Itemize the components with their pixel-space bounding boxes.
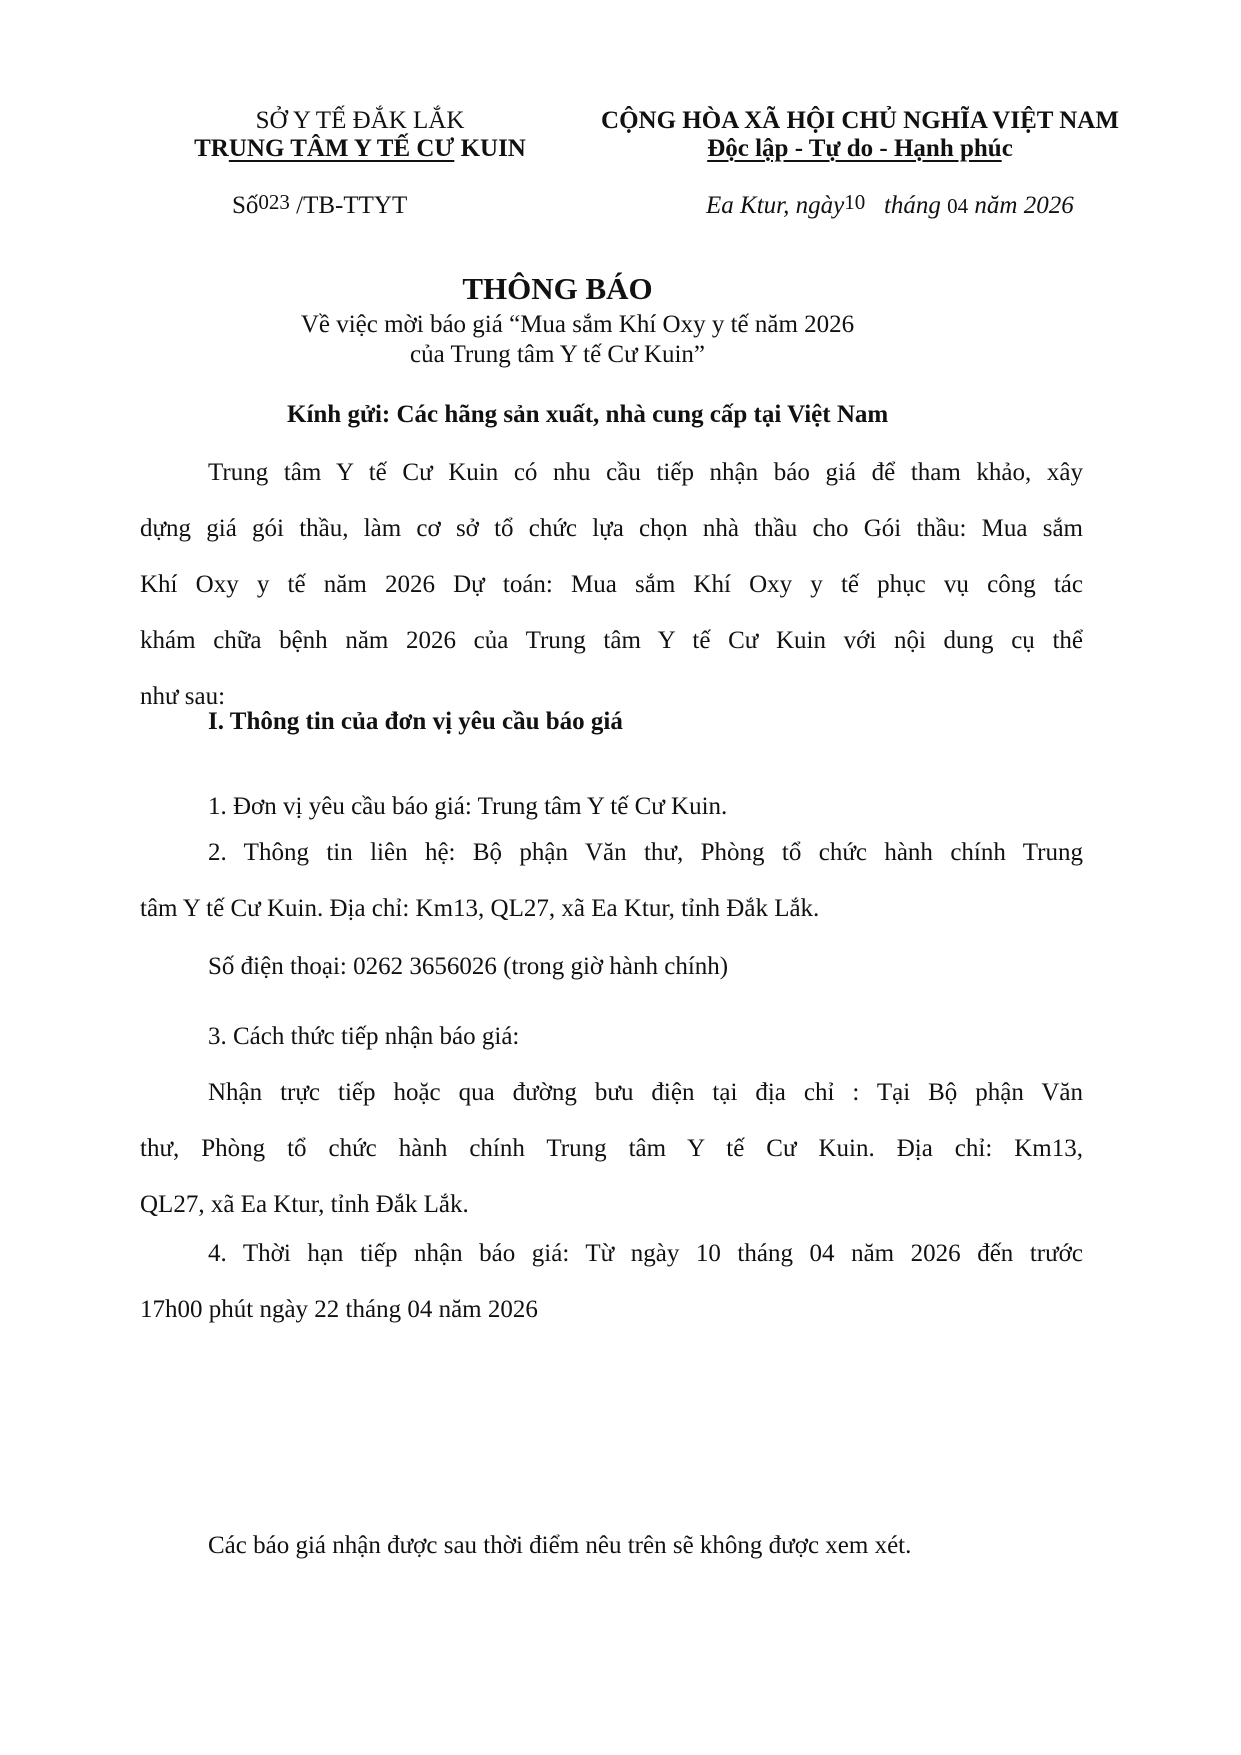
motto bbox=[560, 134, 1160, 164]
intro-line: Khí Oxy y tế năm 2026 Dự toán: Mua sắm Khí Oxy y tế phục vụ công tác bbox=[140, 571, 1083, 598]
org-name-underlined: UNG TÂM Y TẾ CƯ bbox=[228, 135, 455, 162]
document-title: THÔNG BÁO bbox=[462, 271, 653, 306]
title-subject-line-1: Về việc mời báo giá “Mua sắm Khí Oxy y tế năm 2026 bbox=[300, 311, 855, 338]
doc-no-suffix: /TB-TTYT bbox=[289, 192, 408, 219]
section-1-item-3: 3. Cách thức tiếp nhận báo giá: bbox=[208, 1023, 520, 1050]
item-3-detail-line: QL27, xã Ea Ktur, tỉnh Đắk Lắk. bbox=[140, 1191, 469, 1218]
intro-paragraph bbox=[140, 445, 1083, 725]
date-day: 10 bbox=[844, 190, 866, 214]
item-4-line: 4. Thời hạn tiếp nhận báo giá: Từ ngày 10 tháng 04 năm 2026 đến trước bbox=[208, 1240, 1083, 1267]
item-3-detail-line: Nhận trực tiếp hoặc qua đường bưu điện tại địa chỉ : Tại Bộ phận Văn bbox=[208, 1079, 1083, 1106]
motto-suffix: c bbox=[1001, 135, 1013, 162]
doc-no-value: 023 bbox=[258, 190, 290, 214]
contact-phone: Số điện thoại: 0262 3656026 (trong giờ hành chính) bbox=[208, 953, 729, 980]
intro-line: như sau: bbox=[140, 683, 226, 710]
title-subject-line-2: của Trung tâm Y tế Cư Kuin” bbox=[409, 341, 705, 368]
intro-line: Trung tâm Y tế Cư Kuin có nhu cầu tiếp nhận báo giá để tham khảo, xây bbox=[208, 459, 1083, 486]
late-submission-note: Các báo giá nhận được sau thời điểm nêu trên sẽ không được xem xét. bbox=[208, 1532, 912, 1559]
country-name: CỘNG HÒA XÃ HỘI CHỦ NGHĨA VIỆT NAM bbox=[601, 107, 1119, 134]
item-4-line: 17h00 phút ngày 22 tháng 04 năm 2026 bbox=[140, 1296, 538, 1323]
section-1-item-1: 1. Đơn vị yêu cầu báo giá: Trung tâm Y tế Cư Kuin. bbox=[208, 793, 728, 820]
date-place: Ea Ktur, ngày bbox=[706, 192, 845, 219]
date-month: 04 bbox=[947, 194, 969, 218]
recipient-line: Kính gửi: Các hãng sản xuất, nhà cung cấp tại Việt Nam bbox=[287, 401, 889, 428]
date-line bbox=[706, 191, 1074, 221]
document-number bbox=[232, 191, 407, 221]
section-1-heading: I. Thông tin của đơn vị yêu cầu báo giá bbox=[208, 708, 623, 735]
date-year: năm 2026 bbox=[974, 192, 1074, 219]
item-2-line: tâm Y tế Cư Kuin. Địa chỉ: Km13, QL27, xã Ea Ktur, tỉnh Đắk Lắk. bbox=[140, 895, 820, 922]
section-1-item-4 bbox=[140, 1226, 1083, 1338]
date-month-label: tháng bbox=[883, 192, 941, 219]
item-3-detail-line: thư, Phòng tổ chức hành chính Trung tâm Y tế Cư Kuin. Địa chỉ: Km13, bbox=[140, 1135, 1083, 1162]
org-name-suffix: KUIN bbox=[454, 135, 526, 162]
org-name-prefix: TR bbox=[194, 135, 229, 162]
section-1-item-2 bbox=[140, 825, 1083, 937]
doc-no-label: Số bbox=[232, 192, 259, 219]
motto-underlined: Độc lập - Tự do - Hạnh phú bbox=[707, 135, 1002, 162]
org-name bbox=[140, 134, 580, 164]
section-1-item-3-detail bbox=[140, 1065, 1083, 1233]
intro-line: dựng giá gói thầu, làm cơ sở tổ chức lựa chọn nhà thầu cho Gói thầu: Mua sắm bbox=[140, 515, 1083, 542]
item-2-line: 2. Thông tin liên hệ: Bộ phận Văn thư, Phòng tổ chức hành chính Trung bbox=[208, 839, 1083, 866]
intro-line: khám chữa bệnh năm 2026 của Trung tâm Y tế Cư Kuin với nội dung cụ thể bbox=[140, 627, 1083, 654]
org-parent: SỞ Y TẾ ĐẮK LẮK bbox=[255, 107, 465, 134]
